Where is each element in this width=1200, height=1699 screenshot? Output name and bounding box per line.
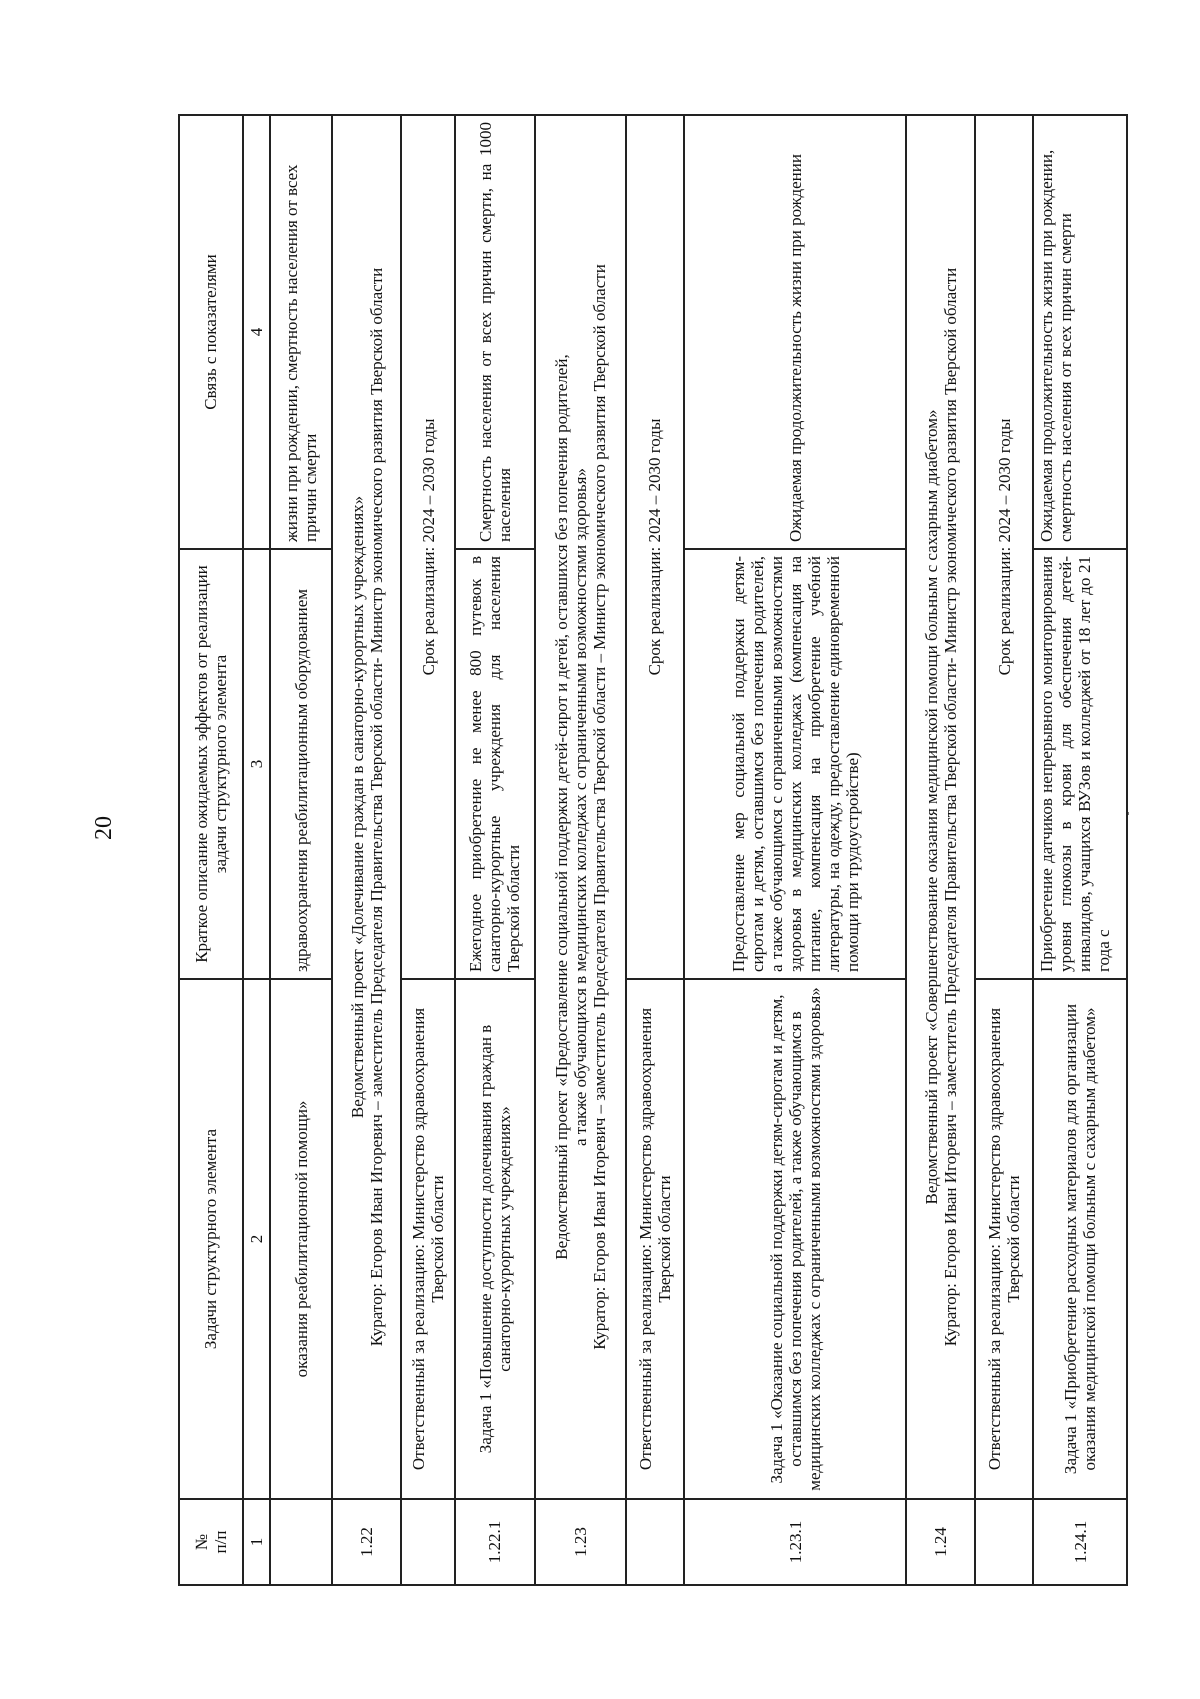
desc-cell: Приобретение датчиков непрерывного мониторирования уровня глюкозы в крови для обеспечения детей-инвалидов, учащихся ВУЗов и колледжей от 18 лет до 21 года с bbox=[1033, 549, 1127, 979]
project-title: Ведомственный проект «Долечивание граждан в санаторно-курортных учреждениях» bbox=[347, 495, 367, 1119]
term-cell: Срок реализации: 2024 – 2030 годы bbox=[626, 115, 684, 979]
rotated-table-container bbox=[178, 116, 1128, 1586]
project-title: Ведомственный проект «Предоставление социальной поддержки детей-сирот и детей, оставшихся без попечения родителей, bbox=[551, 354, 571, 1260]
responsible-row bbox=[401, 115, 454, 1585]
table-row bbox=[455, 115, 535, 1585]
task-num: 1.24.1 bbox=[1033, 1499, 1127, 1585]
cell-task: оказания реабилитационной помощи» bbox=[270, 979, 332, 1499]
desc-cell: Предоставление мер социальной поддержки детям-сиротам и детям, оставшимся без попечения родителей, а также обучающимся с ограниченными возможностями здоровья в медицинских колледжах (компенсация на питание, компенсация на приобретение учебной литературы, на одежду, предоставление единовременной помощи при трудоустройстве) bbox=[684, 549, 907, 979]
table-header-row bbox=[179, 115, 243, 1585]
header-num: № п/п bbox=[179, 1499, 243, 1585]
project-curator: Куратор: Егоров Иван Игоревич – заместитель Председателя Правительства Тверской области – Министр экономического развития Тверской области bbox=[589, 264, 609, 1350]
task-cell: Задача 1 «Повышение доступности долечивания граждан в санаторно-курортных учреждениях» bbox=[455, 979, 535, 1499]
header-effects: Краткое описание ожидаемых эффектов от реализации задачи структурного элемента bbox=[179, 549, 243, 979]
link-cell: Ожидаемая продолжительность жизни при рождении, смертность населения от всех причин смерти bbox=[1033, 115, 1127, 549]
project-title-block bbox=[332, 115, 401, 1499]
project-row bbox=[535, 115, 626, 1585]
column-number: 4 bbox=[243, 115, 270, 549]
link-cell: Смертность населения от всех причин смерти, на 1000 населения bbox=[455, 115, 535, 549]
project-row bbox=[906, 115, 975, 1585]
structural-elements-table bbox=[178, 114, 1128, 1586]
column-number: 1 bbox=[243, 1499, 270, 1585]
project-num: 1.23 bbox=[535, 1499, 626, 1585]
term-cell: Срок реализации: 2024 – 2030 годы bbox=[401, 115, 454, 979]
cell-num bbox=[975, 1499, 1033, 1585]
cell-desc: здравоохранения реабилитационным оборудованием bbox=[270, 549, 332, 979]
task-cell: Задача 1 «Приобретение расходных материалов для организации оказания медицинской помощи больным с сахарным диабетом» bbox=[1033, 979, 1127, 1499]
project-title: а также обучающихся в медицинских колледжах с ограниченными возможностями здоровья» bbox=[570, 468, 590, 1147]
column-number: 2 bbox=[243, 979, 270, 1499]
cell-num bbox=[626, 1499, 684, 1585]
project-curator: Куратор: Егоров Иван Игоревич – заместитель Председателя Правительства Тверской области- Министр экономического развития Тверской области bbox=[940, 267, 960, 1347]
header-indicators: Связь с показателями bbox=[179, 115, 243, 549]
cell-num bbox=[270, 1499, 332, 1585]
project-title-block bbox=[535, 115, 626, 1499]
column-numbers-row bbox=[243, 115, 270, 1585]
header-tasks: Задачи структурного элемента bbox=[179, 979, 243, 1499]
responsible-row bbox=[626, 115, 684, 1585]
responsible-row bbox=[975, 115, 1033, 1585]
table-row bbox=[684, 115, 907, 1585]
responsible-cell: Ответственный за реализацию: Министерство здравоохранения Тверской области bbox=[626, 979, 684, 1499]
cell-link: жизни при рождении, смертность населения от всех причин смерти bbox=[270, 115, 332, 549]
page-number: 20 bbox=[91, 816, 117, 840]
task-num: 1.23.1 bbox=[684, 1499, 907, 1585]
column-number: 3 bbox=[243, 549, 270, 979]
desc-cell: Ежегодное приобретение не менее 800 путевок в санаторно-курортные учреждения для населения Тверской области bbox=[455, 549, 535, 979]
project-num: 1.24 bbox=[906, 1499, 975, 1585]
table-wrapper bbox=[178, 116, 1128, 1586]
responsible-cell: Ответственный за реализацию: Министерство здравоохранения Тверской области bbox=[401, 979, 454, 1499]
table-row bbox=[270, 115, 332, 1585]
project-curator: Куратор: Егоров Иван Игоревич – заместитель Председателя Правительства Тверской области- Министр экономического развития Тверской области bbox=[366, 267, 386, 1347]
table-row bbox=[1033, 115, 1127, 1585]
responsible-cell: Ответственный за реализацию: Министерство здравоохранения Тверской области bbox=[975, 979, 1033, 1499]
task-num: 1.22.1 bbox=[455, 1499, 535, 1585]
link-cell: Ожидаемая продолжительность жизни при рождении bbox=[684, 115, 907, 549]
cell-num bbox=[401, 1499, 454, 1585]
term-cell: Срок реализации: 2024 – 2030 годы bbox=[975, 115, 1033, 979]
project-num: 1.22 bbox=[332, 1499, 401, 1585]
project-row bbox=[332, 115, 401, 1585]
task-cell: Задача 1 «Оказание социальной поддержки детям-сиротам и детям, оставшимся без попечения родителей, а также обучающимся в медицинских колледжах с ограниченными возможностями здоровья» bbox=[684, 979, 907, 1499]
project-title-block bbox=[906, 115, 975, 1499]
project-title: Ведомственный проект «Совершенствование оказания медицинской помощи больным с сахарным диабетом» bbox=[921, 409, 941, 1205]
